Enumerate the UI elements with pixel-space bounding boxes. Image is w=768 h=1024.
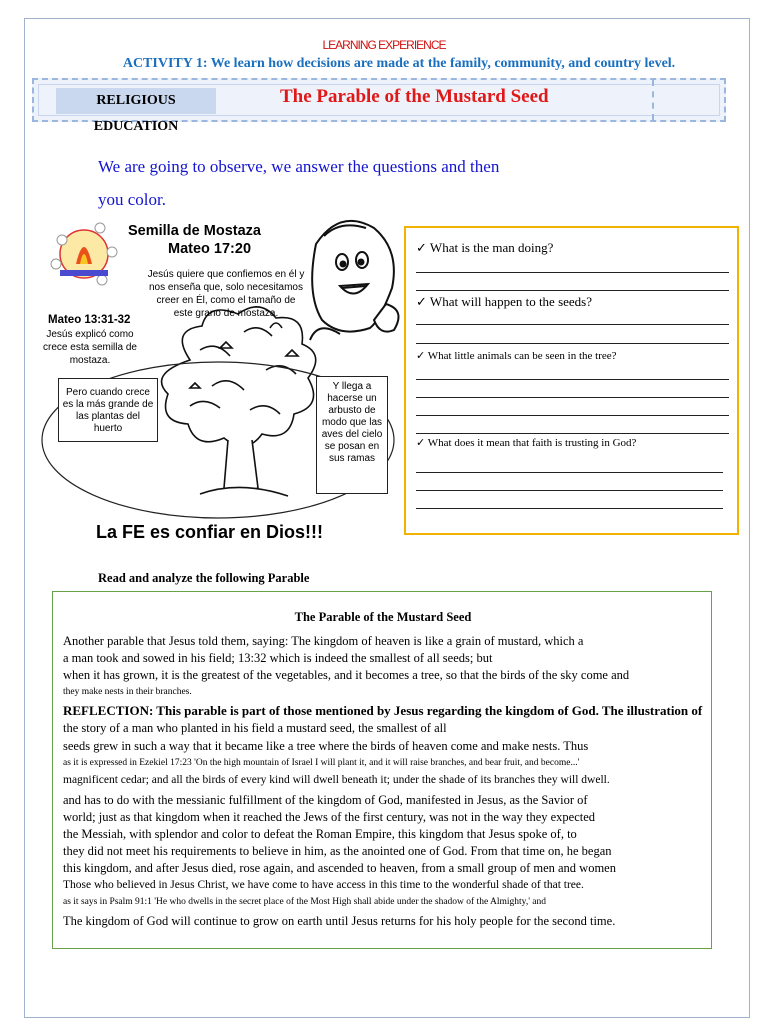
- question-2: [416, 294, 592, 310]
- school-logo-icon: [51, 223, 117, 285]
- illustration-title: Semilla de Mostaza: [128, 223, 261, 239]
- parable-line: and has to do with the messianic fulfillment of the kingdom of God, manifested in Jesus, as the Savior of: [63, 793, 588, 807]
- parable-line: world; just as that kingdom when it reached the Jews of the first century, was not in the way they expected: [63, 810, 596, 824]
- reflection-heading: REFLECTION: This parable is part of those mentioned by Jesus regarding the kingdom of God. The illustration of: [63, 703, 703, 718]
- intro-line-2: you color.: [98, 190, 166, 209]
- caption-box-right: Y llega a hacerse un arbusto de modo que las aves del cielo se posan en sus ramas: [316, 376, 388, 494]
- question-3-text: What little animals can be seen in the tree?: [427, 350, 617, 362]
- question-4: [416, 436, 636, 449]
- questions-box: [404, 226, 739, 535]
- check-icon: ✓: [416, 350, 426, 362]
- answer-line[interactable]: [416, 472, 723, 473]
- subject-label: RELIGIOUS EDUCATION: [56, 88, 216, 114]
- illustration-blurb: Jesús quiere que confiemos en él y nos enseña que, solo necesitamos creer en Él, como el tamaño de este grano de mostaza.: [147, 269, 305, 319]
- check-icon: ✓: [416, 294, 427, 309]
- check-icon: ✓: [416, 240, 427, 255]
- parable-line: when it has grown, it is the greatest of the vegetables, and it becomes a tree, so that the birds of the sky come and: [63, 668, 630, 682]
- parable-line: magnificent cedar; and all the birds of every kind will dwell beneath it; under the shade of its branches they will dwell.: [63, 774, 610, 786]
- parable-line: as it says in Psalm 91:1 'He who dwells in the secret place of the Most High shall abide under the shadow of the Almighty,' and: [63, 897, 546, 907]
- answer-line[interactable]: [416, 290, 729, 291]
- answer-line[interactable]: [416, 343, 729, 344]
- intro-line-1: We are going to observe, we answer the questions and then: [98, 157, 500, 176]
- answer-line[interactable]: [416, 490, 723, 491]
- answer-line[interactable]: [416, 324, 729, 325]
- answer-line[interactable]: [416, 433, 729, 434]
- page-title: The Parable of the Mustard Seed: [280, 86, 549, 107]
- banner-divider: [652, 80, 654, 120]
- question-4-text: What does it mean that faith is trusting in God?: [427, 437, 637, 449]
- read-instruction: Read and analyze the following Parable: [98, 571, 310, 585]
- mustard-seed-illustration: [40, 210, 400, 560]
- parable-line: they make nests in their branches.: [63, 687, 192, 697]
- parable-line: the Messiah, with splendor and color to defeat the Roman Empire, this kingdom that Jesus spoke of, to: [63, 827, 577, 841]
- parable-line: a man took and sowed in his field; 13:32 which is indeed the smallest of all seeds; but: [63, 651, 493, 665]
- question-1-text: What is the man doing?: [429, 240, 554, 255]
- answer-line[interactable]: [416, 397, 729, 398]
- parable-box: [52, 591, 712, 949]
- title-banner: [32, 78, 726, 134]
- learning-experience-heading: LEARNING EXPERIENCE: [322, 38, 446, 52]
- intro-instructions: [98, 150, 618, 216]
- answer-line[interactable]: [416, 508, 723, 509]
- check-icon: ✓: [416, 437, 426, 449]
- answer-line[interactable]: [416, 415, 729, 416]
- parable-line: Those who believed in Jesus Christ, we have come to have access in this time to the wonderful shade of that tree.: [63, 879, 584, 891]
- parable-line: they did not meet his requirements to believe in him, as the anointed one of God. From that time on, he began: [63, 844, 612, 858]
- parable-line: Another parable that Jesus told them, saying: The kingdom of heaven is like a grain of mustard, which a: [63, 634, 584, 648]
- illustration-blurb-2: Jesús explicó como crece esta semilla de mostaza.: [43, 329, 137, 366]
- answer-line[interactable]: [416, 379, 729, 380]
- jesus-character-icon: [310, 221, 399, 340]
- question-1: [416, 240, 553, 256]
- answer-line[interactable]: [416, 272, 729, 273]
- parable-line: seeds grew in such a way that it became like a tree where the birds of heaven come and make nests. Thus: [63, 739, 589, 753]
- parable-line: the story of a man who planted in his field a mustard seed, the smallest of all: [63, 721, 447, 735]
- question-2-text: What will happen to the seeds?: [429, 294, 593, 309]
- illustration-reference: Mateo 17:20: [168, 241, 252, 257]
- parable-line: as it is expressed in Ezekiel 17:23 'On the high mountain of Israel I will plant it, and it will raise branches, and bear fruit, and become...': [63, 758, 580, 768]
- faith-slogan: La FE es confiar en Dios!!!: [96, 522, 324, 542]
- caption-box-left: Pero cuando crece es la más grande de las plantas del huerto: [58, 378, 158, 442]
- activity-heading: ACTIVITY 1: We learn how decisions are made at the family, community, and country level.: [122, 56, 676, 71]
- parable-line: The kingdom of God will continue to grow on earth until Jesus returns for his holy people for the second time.: [63, 914, 616, 928]
- parable-line: this kingdom, and after Jesus died, rose again, and ascended to heaven, from a small group of men and women: [63, 861, 616, 875]
- illustration-reference-2: Mateo 13:31-32: [48, 314, 131, 326]
- parable-title: The Parable of the Mustard Seed: [294, 610, 472, 624]
- question-3: [416, 349, 617, 362]
